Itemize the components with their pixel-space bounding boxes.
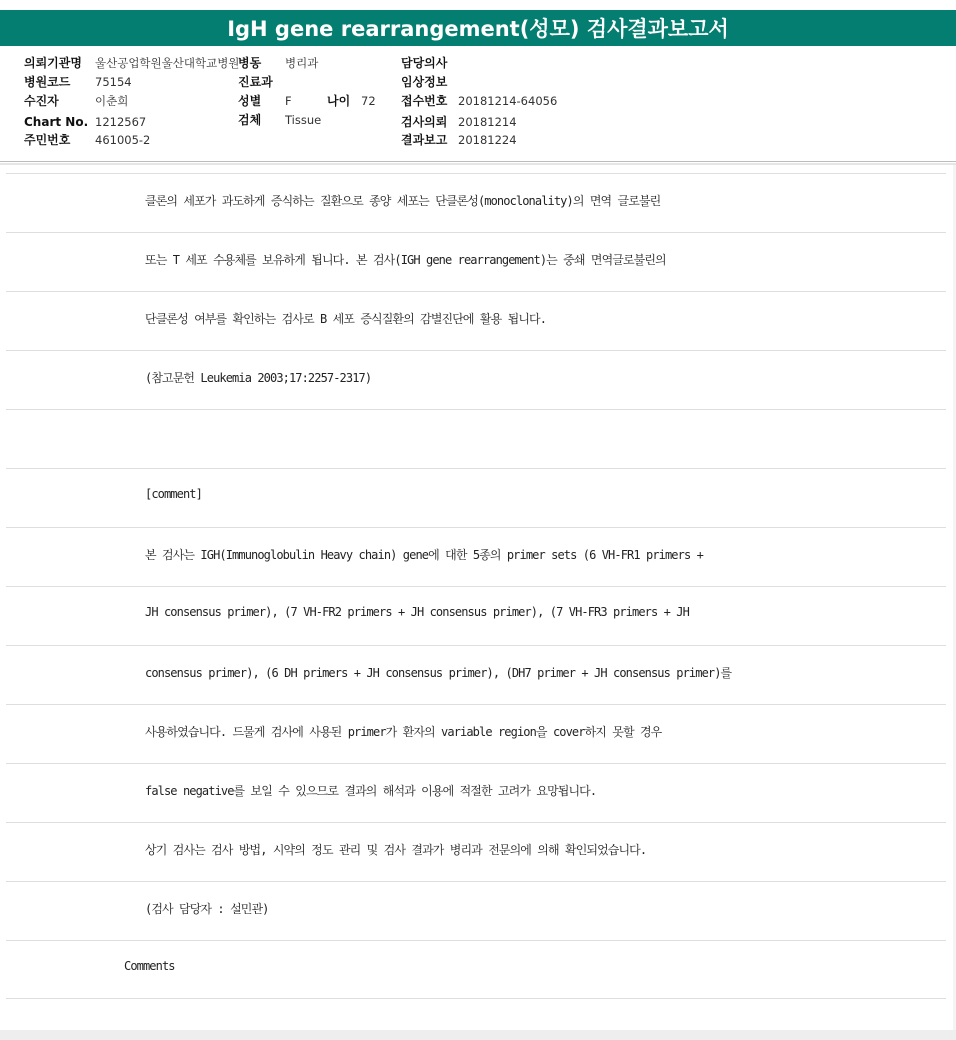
report-row <box>6 822 946 881</box>
institution-field <box>24 54 240 72</box>
accession-value: 20181214-64056 <box>458 94 558 108</box>
patient-field <box>24 92 129 110</box>
clinical-info-label: 임상정보 <box>401 75 448 89</box>
report-line: (검사 담당자 : 설민관) <box>145 902 269 916</box>
doctor-field <box>401 54 447 72</box>
report-body[interactable] <box>0 165 956 1032</box>
specimen-field <box>238 111 322 129</box>
header-divider <box>0 161 956 162</box>
report-date-label: 결과보고 <box>401 133 448 147</box>
report-row <box>6 350 946 409</box>
specimen-value: Tissue <box>285 113 322 127</box>
sex-value: F <box>285 94 292 108</box>
department-field <box>238 73 273 91</box>
report-row <box>6 527 946 586</box>
sex-field <box>238 92 292 110</box>
request-date-label: 검사의뢰 <box>401 115 448 129</box>
resident-no-value: 461005-2 <box>95 133 151 147</box>
patient-info-header <box>0 46 956 162</box>
report-line: false negative를 보일 수 있으므로 결과의 해석과 이용에 적절한 고려가 요망됩니다. <box>145 784 597 798</box>
resident-no-label: 주민번호 <box>24 133 71 147</box>
report-date-value: 20181224 <box>458 133 517 147</box>
report-row <box>6 704 946 763</box>
chart-no-field <box>24 113 147 131</box>
age-value: 72 <box>361 94 376 108</box>
report-row <box>6 409 946 468</box>
ward-label: 병동 <box>238 56 262 70</box>
report-line: 본 검사는 IGH(Immunoglobulin Heavy chain) gene에 대한 5종의 primer sets (6 VH-FR1 primers + <box>145 548 703 562</box>
report-title: IgH gene rearrangement(성모) 검사결과보고서 <box>0 10 956 46</box>
request-date-value: 20181214 <box>458 115 517 129</box>
report-line: 또는 T 세포 수용체를 보유하게 됩니다. 본 검사(IGH gene rearrangement)는 중쇄 면역글로불린의 <box>145 253 666 267</box>
report-line: 사용하였습니다. 드물게 검사에 사용된 primer가 환자의 variable region을 cover하지 못할 경우 <box>145 725 662 739</box>
age-label: 나이 <box>327 94 351 108</box>
report-row <box>6 586 946 645</box>
report-row <box>6 645 946 704</box>
comments-label: Comments <box>124 959 175 973</box>
ward-field <box>238 54 319 72</box>
resident-no-field <box>24 131 151 149</box>
request-date-field <box>401 113 517 131</box>
report-line: 클론의 세포가 과도하게 증식하는 질환으로 종양 세포는 단클론성(monoclonality)의 면역 글로불린 <box>145 194 661 208</box>
department-label: 진료과 <box>238 75 273 89</box>
report-line: JH consensus primer), (7 VH-FR2 primers + JH consensus primer), (7 VH-FR3 primers + JH <box>145 605 689 619</box>
chart-no-label: Chart No. <box>24 115 89 129</box>
sex-label: 성별 <box>238 94 262 108</box>
doctor-label: 담당의사 <box>401 56 448 70</box>
report-row <box>6 468 946 527</box>
age-field <box>327 92 376 110</box>
report-date-field <box>401 131 517 149</box>
report-line: (참고문헌 Leukemia 2003;17:2257-2317) <box>145 371 372 385</box>
accession-field <box>401 92 558 110</box>
report-line: 상기 검사는 검사 방법, 시약의 정도 관리 및 검사 결과가 병리과 전문의에 의해 확인되었습니다. <box>145 843 647 857</box>
institution-value: 울산공업학원울산대학교병원 <box>95 56 240 70</box>
report-row <box>6 291 946 350</box>
report-row <box>6 173 946 232</box>
accession-label: 접수번호 <box>401 94 448 108</box>
report-line: [comment] <box>145 487 202 501</box>
report-row <box>6 232 946 291</box>
report-row <box>6 881 946 940</box>
report-lines <box>6 173 946 999</box>
ward-value: 병리과 <box>285 56 319 70</box>
patient-label: 수진자 <box>24 94 59 108</box>
hospital-code-value: 75154 <box>95 75 132 89</box>
bottom-margin <box>0 1030 956 1040</box>
hospital-code-field <box>24 73 132 91</box>
chart-no-value: 1212567 <box>95 115 147 129</box>
report-line: consensus primer), (6 DH primers + JH consensus primer), (DH7 primer + JH consensus primer)를 <box>145 666 732 680</box>
report-row <box>6 763 946 822</box>
hospital-code-label: 병원코드 <box>24 75 71 89</box>
clinical-info-field <box>401 73 447 91</box>
report-line: 단클론성 여부를 확인하는 검사로 B 세포 증식질환의 감별진단에 활용 됩니다. <box>145 312 547 326</box>
comments-row <box>6 940 946 999</box>
patient-value: 이춘희 <box>95 94 129 108</box>
specimen-label: 검체 <box>238 113 262 127</box>
institution-label: 의뢰기관명 <box>24 56 82 70</box>
